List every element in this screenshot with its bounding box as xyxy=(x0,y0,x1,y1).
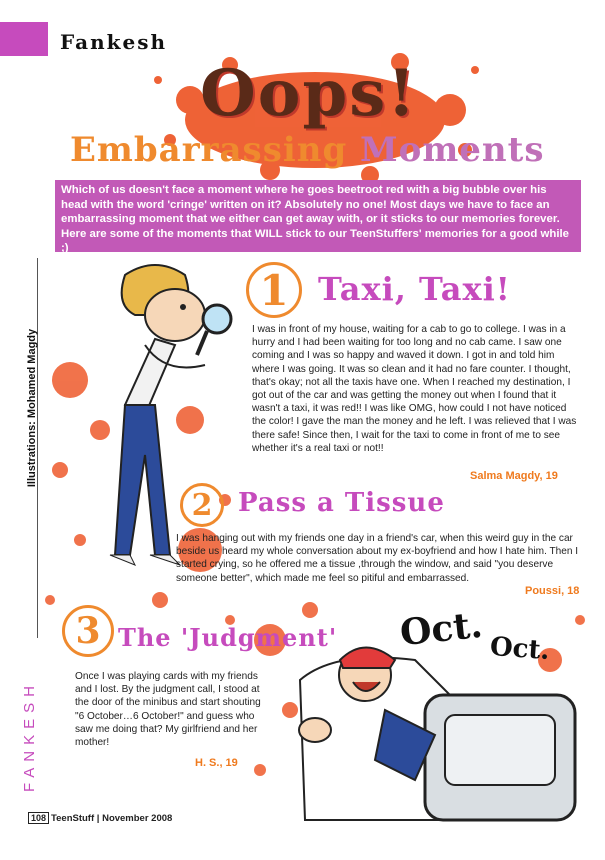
story-title-2: Pass a Tissue xyxy=(238,488,445,518)
illustration-credit: Illustrations: Mohamed Magdy xyxy=(26,328,38,488)
story-number-1: 1 xyxy=(246,262,302,318)
shout-text-oct-2: Oct. xyxy=(489,631,551,667)
story-title-1: Taxi, Taxi! xyxy=(318,270,511,308)
shout-text-oct-1: Oct. xyxy=(398,603,485,655)
intro-paragraph: Which of us doesn't face a moment where he goes beetroot red with a big bubble over his head with the word 'cringe' written on it? Absolutely no one! Most days we have to face an embarrassing moment that we either can get away with, or it sticks to our memories forever. Here are some of the moments that WILL stick to our TeenStuffers' memories for a good while ;) xyxy=(55,180,581,252)
girl-magnifier-illustration xyxy=(85,255,255,575)
page-number: 108 xyxy=(28,812,49,824)
issue-date: November 2008 xyxy=(102,813,173,824)
section-color-tab xyxy=(0,22,48,56)
magazine-name: TeenStuff xyxy=(51,813,95,824)
story-author-3: H. S., 19 xyxy=(195,757,238,769)
headline-embarrassing: Embarrassing xyxy=(70,130,348,170)
story-body-1: I was in front of my house, waiting for a cab to go to college. I was in a hurry and I had been waiting for too long and no cab came. I saw one coming and I was so happy and waved it down. I got in and told him where I was going. It was so clean and it had no fare counter. I thought, that's okay; not all the taxis have one. When I reached my destination, I got out of the car and was getting the money out when I found that it wasn't a taxi, it was red!! I was like OMG, how could I not have noticed the color! I gave the man the money and he left. I was relieved that I was there safe! Since then, I wait for the taxi to come in front of me to see whether it's a real taxi or not!! xyxy=(252,324,577,454)
vertical-letters: FANKESH xyxy=(21,680,38,793)
headline-oops: Oops! xyxy=(200,56,418,131)
vertical-section-label xyxy=(20,680,38,820)
story-author-2: Poussi, 18 xyxy=(525,585,580,597)
page-footer: 108 TeenStuff | November 2008 xyxy=(28,812,172,824)
minibus-shouting-illustration xyxy=(295,640,585,825)
section-title: Fankesh xyxy=(60,30,167,54)
story-body-2: I was hanging out with my friends one day in a friend's car, when this weird guy in the car beside us heard my whole conversation about my ex-boyfriend and how I hate him. Then I started crying, so he offered me a tissue ,through the window, and said "you deserve someone better", which made me feel so pitiful and embarrassed. xyxy=(176,533,579,584)
story-body-3: Once I was playing cards with my friends and I lost. By the judgment call, I stood at the door of the minibus and start shouting "6 October…6 October!" and guess who saw me doing that? My girlfriend and her mother! xyxy=(75,671,261,749)
story-number-3: 3 xyxy=(62,605,114,657)
story-author-1: Salma Magdy, 19 xyxy=(470,470,558,482)
story-title-3: The 'Judgment' xyxy=(118,623,338,652)
story-number-2: 2 xyxy=(180,483,224,527)
headline-moments: Moments xyxy=(360,130,545,170)
